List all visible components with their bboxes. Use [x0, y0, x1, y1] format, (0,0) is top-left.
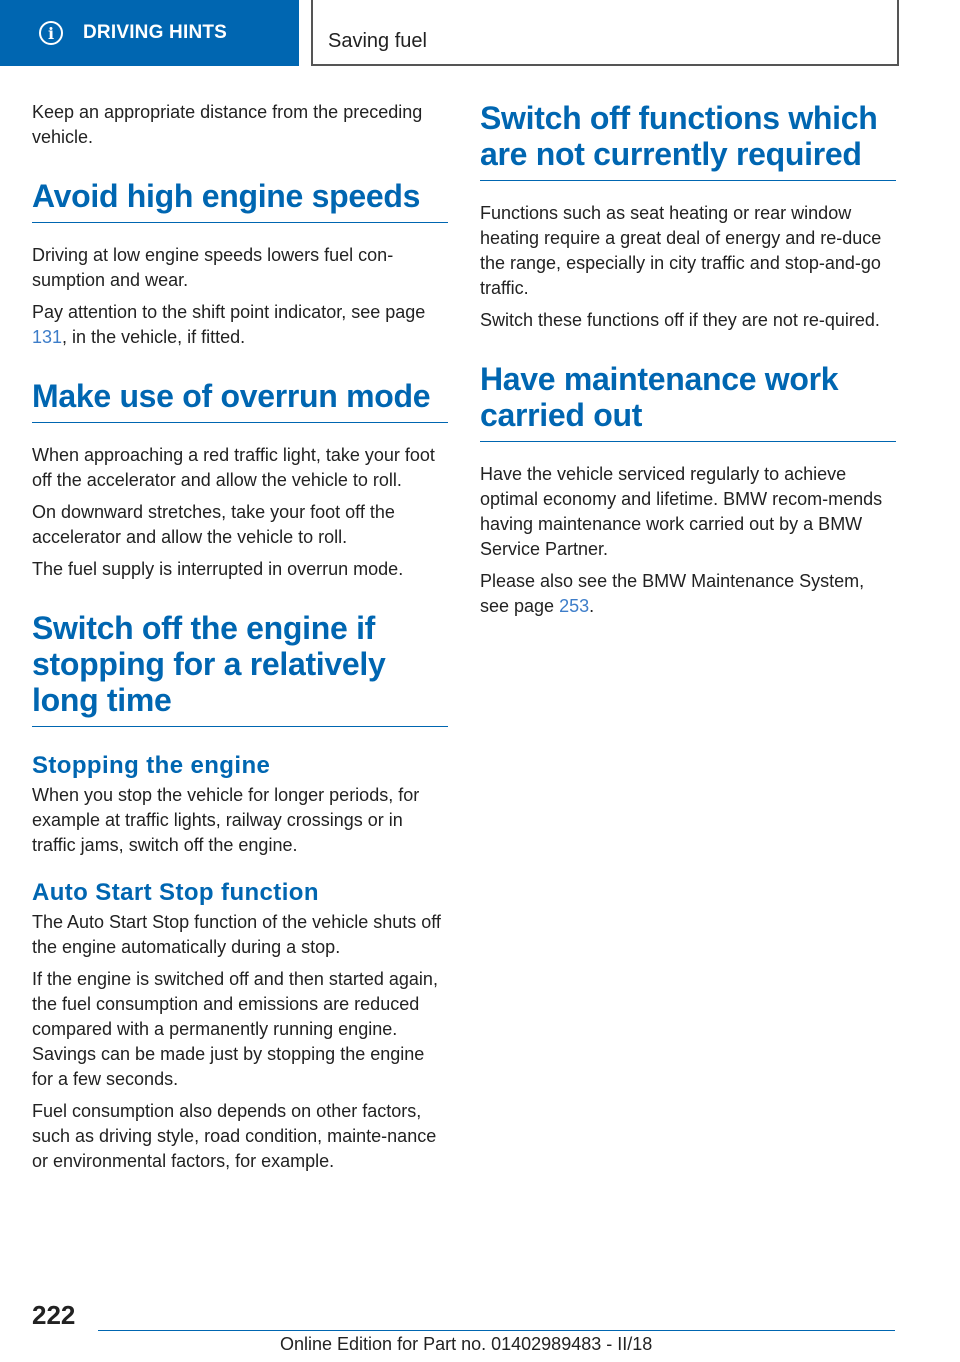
section-heading: Avoid high engine speeds: [32, 178, 448, 223]
edition-text: Online Edition for Part no. 01402989483 - II/18: [280, 1334, 653, 1354]
paragraph: On downward stretches, take your foot off the accelerator and allow the vehicle to roll.: [32, 502, 395, 547]
section-label: DRIVING HINTS: [83, 22, 228, 43]
section-maintenance: [480, 361, 896, 619]
paragraph: Switch these functions off if they are not re-quired.: [480, 310, 880, 330]
section-heading: Switch off functions which are not currently required: [480, 100, 896, 181]
intro-text: Keep an appropriate distance from the preceding vehicle.: [32, 102, 423, 147]
paragraph: Fuel consumption also depends on other factors, such as driving style, road condition, mainte-nance or environmental factors, for example.: [32, 1101, 437, 1171]
page-header: [311, 0, 899, 66]
paragraph: Driving at low engine speeds lowers fuel con-sumption and wear.: [32, 245, 394, 290]
info-icon: i: [39, 21, 63, 45]
page-title: Saving fuel: [328, 30, 427, 52]
subsection-heading: Auto Start Stop function: [32, 879, 319, 906]
section-heading: Make use of overrun mode: [32, 378, 448, 423]
section-switch-off-engine: [32, 610, 448, 1174]
page-number: 222: [32, 1300, 76, 1330]
paragraph: The fuel supply is interrupted in overrun mode.: [32, 559, 404, 579]
subsection-stopping-engine: [32, 751, 448, 858]
paragraph: When approaching a red traffic light, take your foot off the accelerator and allow the vehicle to roll.: [32, 445, 435, 490]
paragraph: When you stop the vehicle for longer periods, for example at traffic lights, railway crossings or in traffic jams, switch off the engine.: [32, 785, 420, 855]
section-overrun-mode: [32, 378, 448, 582]
section-heading: Have maintenance work carried out: [480, 361, 896, 442]
paragraph: Functions such as seat heating or rear window heating require a great deal of energy and re-duce the range, especially in city traffic and stop-and-go traffic.: [480, 203, 882, 298]
section-switch-off-functions: [480, 100, 896, 333]
subsection-heading: Stopping the engine: [32, 752, 271, 779]
section-tab[interactable]: [0, 0, 299, 66]
paragraph-with-link: Please also see the BMW Maintenance System, see page 253.: [480, 571, 865, 616]
paragraph: If the engine is switched off and then started again, the fuel consumption and emissions are reduced compared with a permanently running engine. Savings can be made just by stopping the engine for a few seconds.: [32, 969, 438, 1089]
section-high-engine-speeds: [32, 178, 448, 350]
paragraph: Have the vehicle serviced regularly to achieve optimal economy and lifetime. BMW recom-mends having maintenance work carried out by a BMW Service Partner.: [480, 464, 883, 559]
section-heading: Switch off the engine if stopping for a relatively long time: [32, 610, 448, 727]
subsection-auto-start-stop: [32, 878, 448, 1174]
paragraph: The Auto Start Stop function of the vehicle shuts off the engine automatically during a stop.: [32, 912, 441, 957]
left-column: [32, 100, 448, 1181]
footer-divider: [98, 1330, 895, 1331]
paragraph-with-link: Pay attention to the shift point indicator, see page 131, in the vehicle, if fitted.: [32, 302, 426, 347]
right-column: [480, 100, 896, 626]
page-link-253[interactable]: 253: [559, 596, 590, 616]
page-link-131[interactable]: 131: [32, 327, 63, 347]
